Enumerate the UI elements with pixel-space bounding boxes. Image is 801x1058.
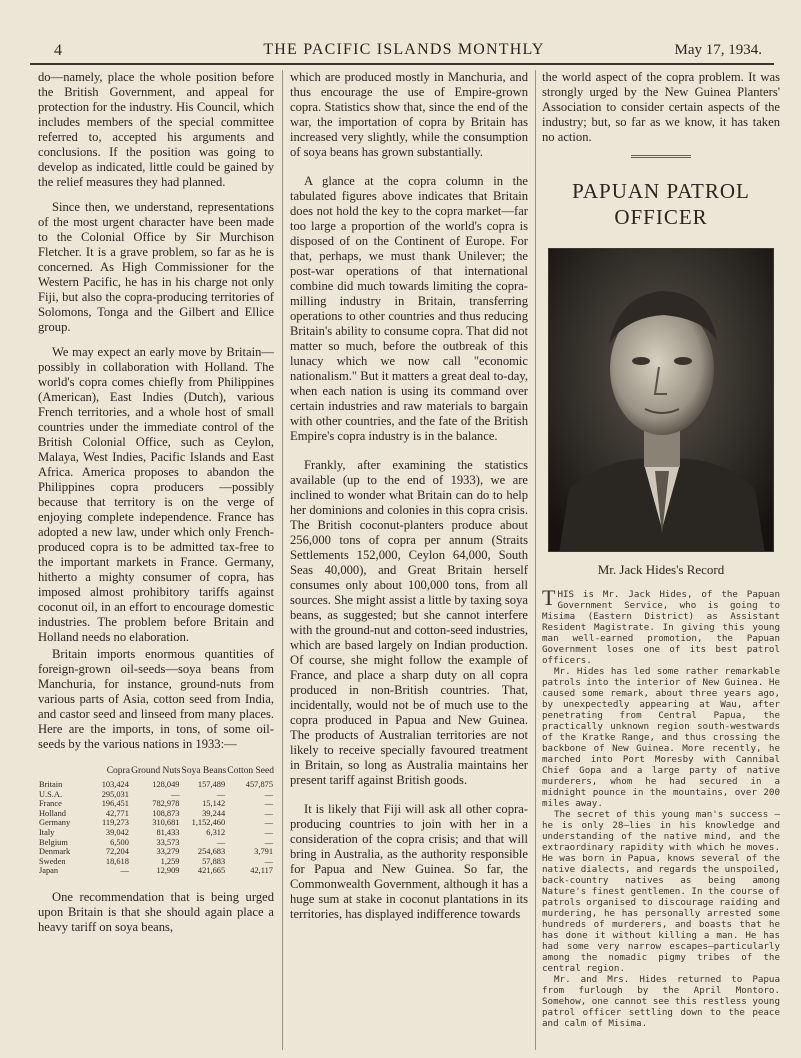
- paragraph: do—namely, place the whole position before the British Government, and appeal for protection for the industry. His Council, which includes members of the special committee referred to, accepted his arguments and conclusions. If the position was going to develop as indicated, little could be gained by the relief measures they had planned.: [38, 70, 274, 189]
- country-cell: Germany: [39, 818, 71, 828]
- value-cell: 42,117: [250, 866, 273, 876]
- value-cell: —: [171, 789, 180, 799]
- table-row: [38, 780, 274, 790]
- table-row: [38, 818, 274, 828]
- value-cell: 15,142: [202, 799, 226, 809]
- paragraph: Britain imports enormous quantities of foreign-grown oil-seeds—soya beans from Manchuria, for instance, ground-nuts from various parts of Asia, cotton seed from India, and castor seed and linseed from many places. Here are the imports, in tons, of some oil-seeds by the various nations in 1933:—: [38, 647, 274, 751]
- drop-cap: T: [542, 585, 556, 610]
- paragraph: The secret of this young man's success —he is only 28—lies in his knowledge and understanding of the native mind, and the extraordinary rapidity with which he moves. He was born in Papua, knows several of the native dialects, and regards the unspoiled, back-country natives as being among Nature's finest gentlemen. In the course of patrols organised to discourage raiding and murdering, he has personally arrested some hundreds of murderers, and boasts that he has done it without killing a man. He has had some very narrow escapes—particularly among the nomadic pigmy tribes of the central region.: [542, 809, 780, 974]
- table-row: [38, 857, 274, 867]
- country-cell: Sweden: [39, 856, 66, 866]
- value-cell: 103,424: [101, 780, 129, 789]
- country-cell: Belgium: [39, 837, 68, 847]
- table-header: Soya Beans: [181, 766, 227, 776]
- value-cell: 157,489: [197, 780, 226, 789]
- table-row: [38, 828, 274, 838]
- value-cell: —: [264, 818, 273, 828]
- page-header: [34, 40, 774, 64]
- value-cell: —: [264, 789, 273, 799]
- publication-title: THE PACIFIC ISLANDS MONTHLY: [263, 41, 545, 58]
- table-row: [38, 866, 274, 876]
- value-cell: 39,042: [105, 827, 129, 837]
- value-cell: 421,665: [197, 866, 226, 876]
- table-row: [38, 799, 274, 809]
- paragraph: which are produced mostly in Manchuria, and thus encourage the use of Empire-grown copra. Statistics show that, since the end of the war, the importation of copra by Britain has increased very slightly, while the consumption of soya beans has grown substantially.: [290, 70, 528, 159]
- value-cell: 57,883: [202, 856, 226, 866]
- value-cell: —: [264, 799, 273, 809]
- photo-caption: Mr. Jack Hides's Record: [597, 562, 725, 577]
- paragraph: A glance at the copra column in the tabulated figures above indicates that Britain does not hold the key to the copra market—far too large a proportion of the world's copra is disposed of on the Continent of Europe. For that, perhaps, we must thank Unilever; the post-war operations of that international combine did much towards limiting the copra-milling industry in Britain, transferring operations to other countries and thus reducing Britain's ability to consume copra. That did not matter so much, before the outbreak of this lunacy which we now call "economic nationalism." But it matters a great deal to-day, when each nation is using its command over certain industries and raw materials to bargain with other countries, and the fate of the British Empire's copra industry is in the balance.: [290, 174, 528, 443]
- column-2: [290, 70, 528, 922]
- value-cell: 310,681: [152, 818, 180, 828]
- value-cell: —: [264, 856, 273, 866]
- country-cell: U.S.A.: [39, 789, 63, 799]
- table-row: [38, 847, 274, 857]
- portrait-illustration: [549, 249, 774, 552]
- paragraph: the world aspect of the copra problem. It was strongly urged by the New Guinea Planters' Association to consider certain aspects of the industry; but, so far as we know, it has taken no action.: [542, 70, 780, 144]
- paragraph: Since then, we understand, representations of the most urgent character have been made to the Colonial Office by Sir Murchison Fletcher. It is a grave problem, so far as he is concerned. As High Commissioner for the Western Pacific, he has in his charge not only Fiji, but also the copra-producing territories of Solomons, Tonga and the Gilbert and Ellice group.: [38, 200, 274, 334]
- header-rule: [30, 63, 774, 65]
- paragraph: It is likely that Fiji will ask all other copra-producing countries to join with her in a consideration of the copra crisis; and that will bring in Australia, as the authority responsible for Papua and New Guinea. So far, the Commonwealth Government, although it has a huge sum at stake in coconut plantations in its territories, has displayed indifference towards: [290, 802, 528, 921]
- value-cell: 196,451: [101, 799, 129, 809]
- paragraph: HIS is Mr. Jack Hides, of the Papuan Government Service, who is going to Misima (Eastern District) as Assistant Resident Magistrate. In giving this young man well-earned promotion, the Papuan Government loses one of its best patrol officers.: [542, 589, 780, 666]
- portrait-photo: [548, 248, 774, 552]
- table-header: Ground Nuts: [131, 766, 181, 776]
- value-cell: 33,279: [156, 847, 180, 857]
- value-cell: 457,875: [245, 780, 273, 789]
- headline-line: PAPUAN PATROL: [572, 179, 750, 203]
- value-cell: —: [264, 827, 273, 837]
- country-cell: France: [39, 799, 62, 809]
- table-row: [38, 790, 274, 800]
- table-header: Cotton Seed: [227, 766, 274, 776]
- value-cell: 6,500: [110, 837, 129, 847]
- article-body: [542, 585, 780, 1029]
- paragraph: Frankly, after examining the statistics available (up to the end of 1933), we are inclined to wonder what Britain can do to help her dominions and colonies in this copra crisis. The British coconut-planters produce about 256,000 tons of copra per annum (Straits Settlements 152,000, Ceylon 64,000, South Seas 40,000), and Great Britain herself consumes only about 100,000 tons, from all sources. She might assist a little by taxing soya beans, as suggested; but she cannot interfere with the ground-nut and cotton-seed industries, which are based largely on Indian production. Of course, she might follow the example of France, and place a sharp duty on all copra produced in non-British countries. That, incidentally, would not be of much use to the copra produced in Papua and New Guinea. The products of Australian territories are not likely to receive specially favoured treatment in Britain, so long as Australia maintains her present tariff against British goods.: [290, 458, 528, 787]
- paragraph: We may expect an early move by Britain—possibly in collaboration with Holland. The world's copra comes chiefly from Philippines (American), East Indies (Dutch), various French territories, and a whole host of small countries under the immediate control of the British Colonial Office, such as Ceylon, Malaya, West Indies, Pacific Islands and East Africa. America proposes to abandon the Philippines copra producers —possibly because that territory is on the verge of enjoying complete independence. France has adopted a new law, under which only French-produced copra is to be admitted tax-free to the important markets in France. Germany, hitherto a mighty consumer of copra, has imposed almost prohibitory tariffs against coconut oil, in an effort to encourage domestic industries. The problem before Britain and Holland needs no elaboration.: [38, 345, 274, 644]
- column-1: [38, 70, 274, 935]
- value-cell: —: [264, 837, 273, 847]
- country-cell: Britain: [39, 780, 63, 789]
- paragraph: Mr. Hides has led some rather remarkable patrols into the interior of New Guinea. He caused some remark, about three years ago, by unexpectedly appearing at Wau, after penetrating from Central Papua, the practically unknown region south-westwards of the Kratke Range, and thus crossing the backbone of New Guinea. More recently, he marched into Port Moresby with Cannibal Chief Gopa and a large party of native murderers, whom he had secured in a midnight pounce in the mountains, over 200 miles away.: [542, 666, 780, 809]
- value-cell: 295,031: [101, 789, 129, 799]
- column-rule-1: [282, 70, 283, 1050]
- value-cell: 108,873: [152, 808, 180, 818]
- value-cell: 12,909: [156, 866, 180, 876]
- value-cell: —: [216, 789, 226, 799]
- country-cell: Japan: [39, 866, 59, 876]
- page-number: 4: [54, 42, 62, 59]
- value-cell: 72,204: [105, 847, 129, 857]
- paragraph: One recommendation that is being urged upon Britain is that she should again place a heavy tariff on soya beans,: [38, 889, 274, 934]
- value-cell: —: [120, 866, 129, 876]
- value-cell: —: [264, 808, 273, 818]
- article-headline: [542, 178, 780, 230]
- country-cell: Italy: [39, 827, 55, 837]
- table-header: Copra: [106, 766, 130, 776]
- table-row: [38, 838, 274, 848]
- value-cell: 3,791: [254, 847, 273, 857]
- value-cell: 1,152,460: [191, 818, 226, 828]
- value-cell: 39,244: [202, 808, 226, 818]
- value-cell: 6,312: [206, 827, 226, 837]
- column-3: [542, 70, 780, 1029]
- oilseed-imports-table: [38, 766, 274, 876]
- section-divider: [631, 155, 691, 158]
- value-cell: 81,433: [156, 827, 180, 837]
- country-cell: Denmark: [39, 847, 71, 857]
- value-cell: 42,771: [105, 808, 129, 818]
- value-cell: —: [216, 837, 226, 847]
- value-cell: 33,573: [156, 837, 180, 847]
- value-cell: 782,978: [152, 799, 180, 809]
- table-header: [38, 766, 100, 780]
- column-rule-2: [535, 70, 536, 1050]
- paragraph: Mr. and Mrs. Hides returned to Papua from furlough by the April Montoro. Somehow, one cannot see this restless young patrol officer settling down to the peace and calm of Misima.: [542, 974, 780, 1029]
- value-cell: 254,683: [197, 847, 226, 857]
- value-cell: 1,259: [160, 856, 180, 866]
- value-cell: 128,049: [152, 780, 180, 789]
- table-row: [38, 809, 274, 819]
- country-cell: Holland: [39, 808, 66, 818]
- issue-date: May 17, 1934.: [674, 42, 762, 58]
- value-cell: 18,618: [105, 856, 129, 866]
- value-cell: 119,273: [102, 818, 129, 828]
- headline-line: OFFICER: [614, 205, 708, 229]
